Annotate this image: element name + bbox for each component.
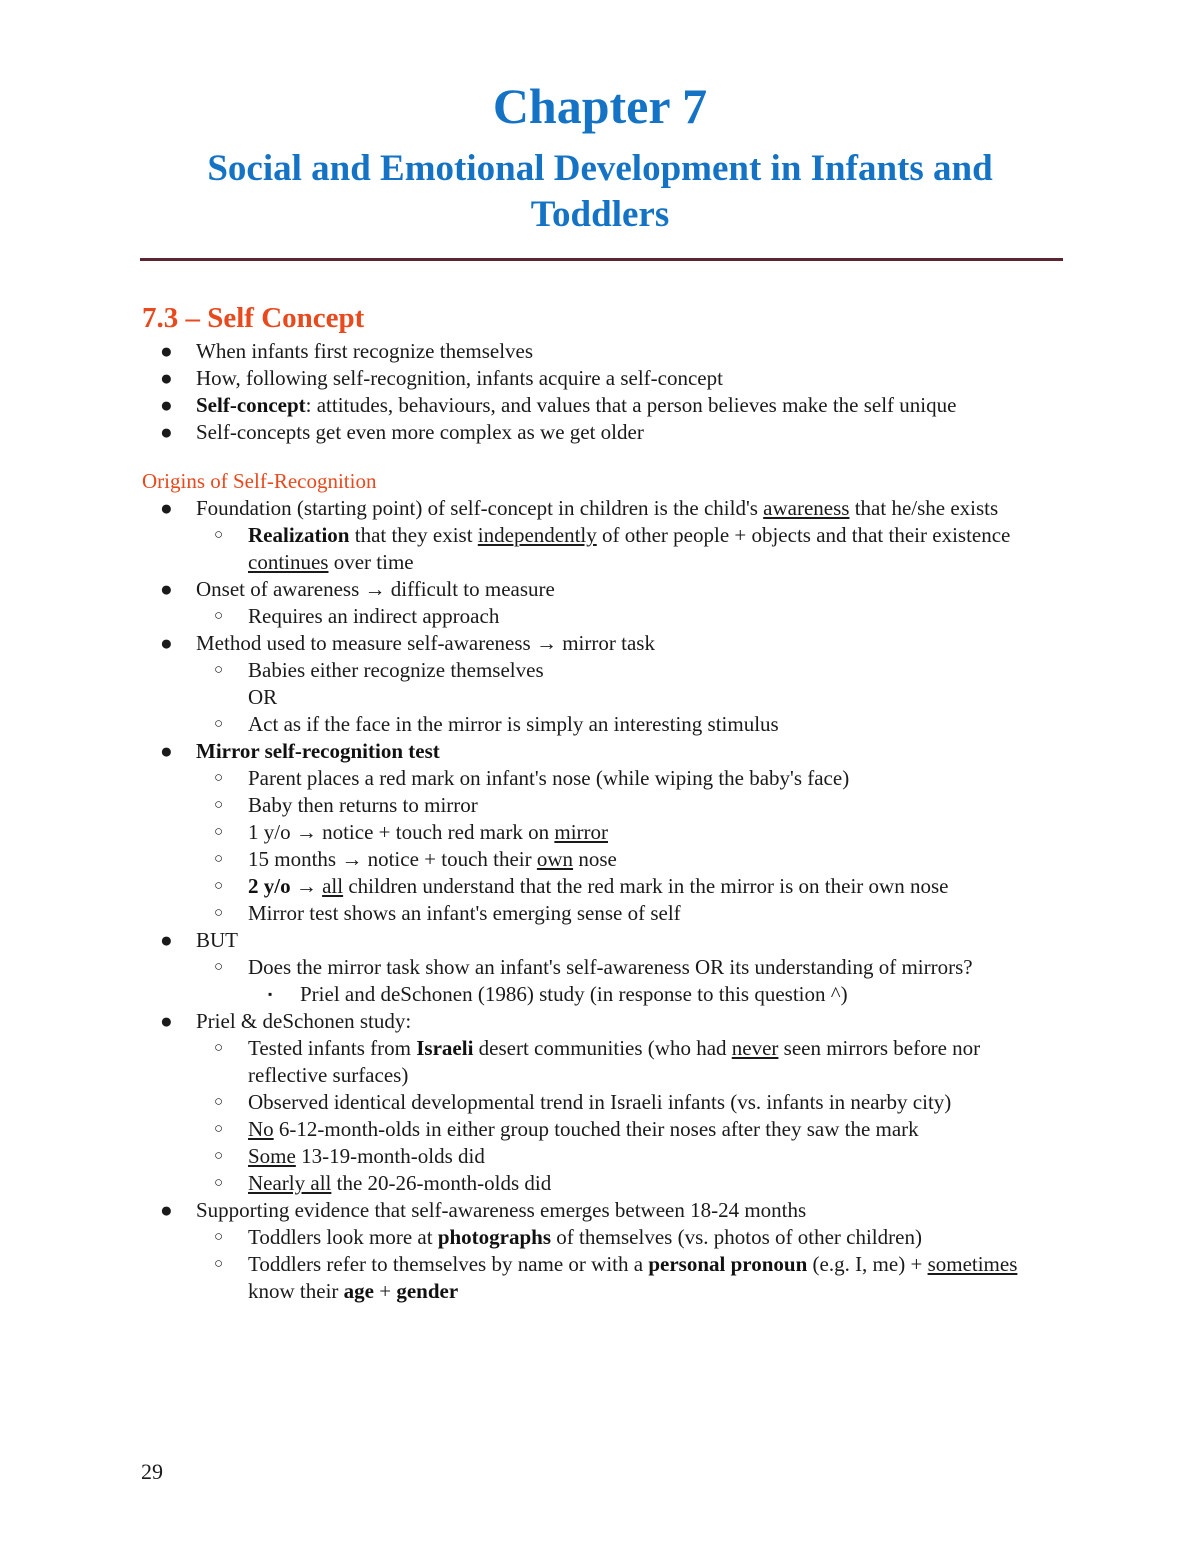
list-item: ○ Tested infants from Israeli desert communities (who had never seen mirrors before nor reflective surfaces) [214, 1036, 981, 1087]
circle-bullet-icon: ○ [214, 851, 224, 867]
list-item: ○ Toddlers look more at photographs of themselves (vs. photos of other children) [214, 1225, 922, 1249]
list-item: ● When infants first recognize themselves [160, 339, 534, 363]
circle-bullet-icon: ○ [214, 1229, 224, 1245]
list-item: ○ Realization that they exist independently of other people + objects and that their existence continues over time [214, 523, 1011, 574]
circle-bullet-icon: ○ [214, 878, 224, 894]
term: Self-concept [196, 393, 306, 417]
circle-bullet-icon: ○ [214, 662, 224, 678]
bullet-icon: ● [160, 496, 173, 520]
list-item: ○ Babies either recognize themselves [214, 658, 544, 682]
list-item: ● Supporting evidence that self-awareness emerges between 18-24 months [160, 1198, 807, 1222]
list-item: ● How, following self-recognition, infants acquire a self-concept [160, 366, 723, 390]
bullet-icon: ● [160, 366, 173, 390]
list-item: ○ Mirror test shows an infant's emerging sense of self [214, 901, 681, 925]
circle-bullet-icon: ○ [214, 608, 224, 624]
list-item: ○ Parent places a red mark on infant's nose (while wiping the baby's face) [214, 766, 850, 790]
circle-bullet-icon: ○ [214, 716, 224, 732]
bullet-icon: ● [160, 339, 173, 363]
origins-list [142, 495, 1062, 1305]
main-content [142, 298, 1062, 1305]
circle-bullet-icon: ○ [214, 527, 224, 543]
circle-bullet-icon: ○ [214, 959, 224, 975]
subsection-heading: Origins of Self-Recognition [142, 469, 377, 493]
list-item: ○ Act as if the face in the mirror is simply an interesting stimulus [214, 712, 779, 736]
circle-bullet-icon: ○ [214, 1121, 224, 1137]
list-item: ● BUT [160, 928, 238, 952]
intro-list [142, 338, 1062, 446]
circle-bullet-icon: ○ [214, 1040, 224, 1056]
circle-bullet-icon: ○ [214, 770, 224, 786]
list-continuation: OR [248, 685, 278, 709]
circle-bullet-icon: ○ [214, 905, 224, 921]
list-item: ○ Toddlers refer to themselves by name or with a personal pronoun (e.g. I, me) + sometimes know their age + gender [214, 1252, 1018, 1303]
list-item: ○ Baby then returns to mirror [214, 793, 478, 817]
list-item: ○ 1 y/o → notice + touch red mark on mirror [214, 820, 609, 844]
bullet-icon: ● [160, 393, 173, 417]
list-item: ○ Observed identical developmental trend in Israeli infants (vs. infants in nearby city) [214, 1090, 952, 1114]
list-item: ● Mirror self-recognition test [160, 739, 440, 763]
list-item: ▪ Priel and deSchonen (1986) study (in response to this question ^) [268, 982, 848, 1006]
bullet-icon: ● [160, 631, 173, 655]
chapter-subtitle: Social and Emotional Development in Infants and Toddlers [207, 148, 993, 235]
page-number: 29 [141, 1459, 163, 1484]
list-item: ● Priel & deSchonen study: [160, 1009, 412, 1033]
list-item: ● Self-concepts get even more complex as we get older [160, 420, 644, 444]
circle-bullet-icon: ○ [214, 824, 224, 840]
section-heading: 7.3 – Self Concept [142, 302, 365, 334]
bullet-icon: ● [160, 420, 173, 444]
circle-bullet-icon: ○ [214, 1148, 224, 1164]
bullet-icon: ● [160, 1198, 173, 1222]
list-item: ○ 2 y/o → all children understand that the red mark in the mirror is on their own nose [214, 874, 949, 898]
list-item: ● Self-concept: attitudes, behaviours, and values that a person believes make the self unique [160, 393, 957, 417]
bullet-icon: ● [160, 928, 173, 952]
circle-bullet-icon: ○ [214, 1094, 224, 1110]
list-item: ○ Requires an indirect approach [214, 604, 500, 628]
list-item: ○ 15 months → notice + touch their own nose [214, 847, 617, 871]
list-item: ○ Does the mirror task show an infant's self-awareness OR its understanding of mirrors? [214, 955, 973, 979]
chapter-title: Chapter 7 [492, 78, 708, 134]
bullet-icon: ● [160, 577, 173, 601]
circle-bullet-icon: ○ [214, 1175, 224, 1191]
bullet-icon: ● [160, 1009, 173, 1033]
list-item: ○ Some 13-19-month-olds did [214, 1144, 485, 1168]
list-item: ● Onset of awareness → difficult to measure [160, 577, 555, 601]
header-divider [140, 258, 1063, 261]
list-item: ● Method used to measure self-awareness → mirror task [160, 631, 655, 655]
list-item: ○ Nearly all the 20-26-month-olds did [214, 1171, 552, 1195]
list-item: ○ No 6-12-month-olds in either group touched their noses after they saw the mark [214, 1117, 919, 1141]
square-bullet-icon: ▪ [268, 987, 273, 1001]
bullet-icon: ● [160, 739, 173, 763]
circle-bullet-icon: ○ [214, 1256, 224, 1272]
circle-bullet-icon: ○ [214, 797, 224, 813]
list-item: ● Foundation (starting point) of self-concept in children is the child's awareness that he/she exists [160, 496, 999, 520]
